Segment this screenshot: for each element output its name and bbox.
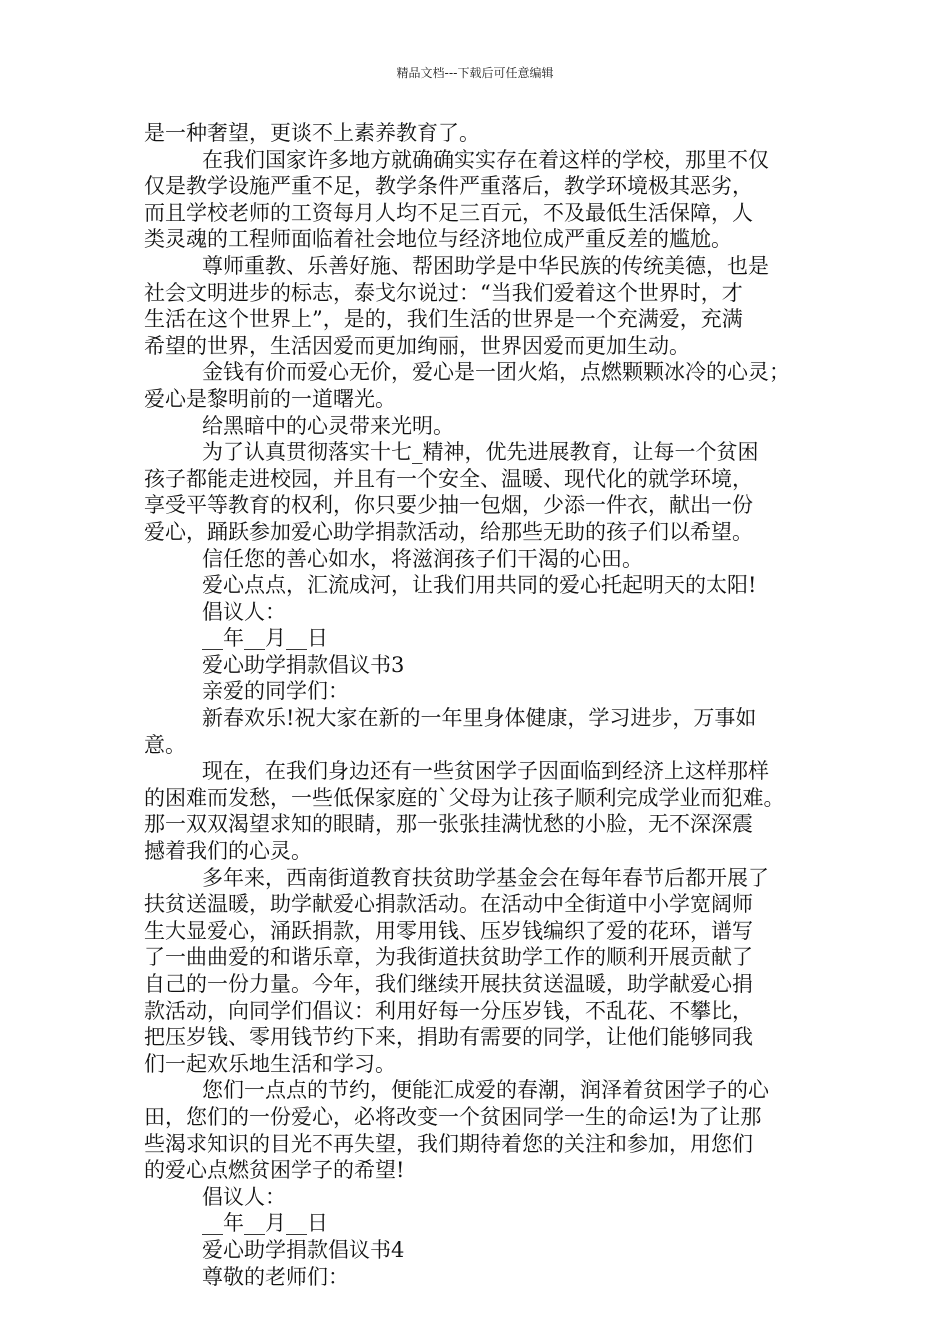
text-line: 尊师重教、乐善好施、帮困助学是中华民族的传统美德，也是 (202, 253, 769, 278)
text-line: 田，您们的一份爱心，必将改变一个贫困同学一生的命运!为了让那 (144, 1104, 762, 1129)
text-line: 亲爱的同学们： (202, 679, 349, 704)
text-line: 是一种奢望，更谈不上素养教育了。 (144, 121, 480, 145)
text-line: 社会文明进步的标志，泰戈尔说过：“当我们爱着这个世界时，才 (144, 280, 743, 305)
text-line: 爱心是黎明前的一道曙光。 (144, 386, 396, 411)
text-line: 意。 (144, 732, 186, 757)
text-line: 把压岁钱、零用钱节约下来，捐助有需要的同学，让他们能够同我 (144, 1025, 753, 1050)
page-header: 精品文档---下载后可任意编辑 (396, 66, 554, 80)
text-line: 享受平等教育的权利，你只要少抽一包烟，少添一件衣，献出一份 (144, 493, 753, 518)
text-line: 撼着我们的心灵。 (144, 839, 312, 864)
text-line: 多年来，西南街道教育扶贫助学基金会在每年春节后都开展了 (202, 865, 769, 890)
text-line: 信任您的善心如水，将滋润孩子们干渴的心田。 (202, 546, 643, 571)
text-line: 生活在这个世界上”，是的，我们生活的世界是一个充满爱，充满 (144, 307, 743, 332)
text-line: 那一双双渴望求知的眼睛，那一张张挂满忧愁的小脸，无不深深震 (144, 812, 753, 837)
text-line: 款活动，向同学们倡议：利用好每一分压岁钱，不乱花、不攀比， (144, 998, 753, 1023)
text-line: 爱心，踊跃参加爱心助学捐款活动，给那些无助的孩子们以希望。 (144, 519, 753, 544)
text-line: 了一曲曲爱的和谐乐章，为我街道扶贫助学工作的顺利开展贡献了 (144, 945, 753, 970)
text-line: 生大显爱心，涌跃捐款，用零用钱、压岁钱编织了爱的花环，谱写 (144, 918, 753, 943)
text-line: 爱心助学捐款倡议书4 (202, 1237, 405, 1262)
text-line: 金钱有价而爱心无价，爱心是一团火焰，点燃颗颗冰冷的心灵； (202, 360, 790, 385)
text-line: 孩子都能走进校园，并且有一个安全、温暖、现代化的就学环境， (144, 466, 753, 491)
text-line: 倡议人： (202, 1184, 286, 1209)
text-line: 仅是教学设施严重不足，教学条件严重落后，教学环境极其恶劣， (144, 174, 753, 199)
text-line: 给黑暗中的心灵带来光明。 (202, 413, 454, 438)
text-line: 类灵魂的工程师面临着社会地位与经济地位成严重反差的尴尬。 (144, 227, 732, 252)
text-line: 您们一点点的节约，便能汇成爱的春潮，润泽着贫困学子的心 (202, 1078, 769, 1103)
text-line: 的爱心点燃贫困学子的希望! (144, 1158, 405, 1183)
text-line: 在我们国家许多地方就确确实实存在着这样的学校，那里不仅 (202, 147, 769, 172)
text-line: 现在，在我们身边还有一些贫困学子因面临到经济上这样那样 (202, 759, 769, 784)
text-line: 的困难而发愁，一些低保家庭的`父母为让孩子顺利完成学业而犯难。 (144, 785, 785, 810)
document-body (144, 120, 814, 1290)
text-line: 些渴求知识的目光不再失望，我们期待着您的关注和参加，用您们 (144, 1131, 753, 1156)
text-line: __年__月__日 (202, 1211, 328, 1236)
text-line: 自己的一份力量。今年，我们继续开展扶贫送温暖，助学献爱心捐 (144, 972, 753, 996)
text-line: 倡议人： (202, 599, 286, 624)
text-line: __年__月__日 (202, 626, 328, 651)
text-line: 扶贫送温暖，助学献爱心捐款活动。在活动中全街道中小学宽阔师 (144, 892, 753, 917)
text-line: 们一起欢乐地生活和学习。 (144, 1051, 396, 1076)
text-line: 新春欢乐!祝大家在新的一年里身体健康，学习进步，万事如 (202, 706, 757, 731)
text-line: 为了认真贯彻落实十七_精神，优先进展教育，让每一个贫困 (202, 440, 759, 465)
text-line: 爱心点点，汇流成河，让我们用共同的爱心托起明天的太阳! (202, 573, 757, 598)
text-line: 爱心助学捐款倡议书3 (202, 652, 405, 677)
text-line: 尊敬的老师们： (202, 1264, 349, 1289)
text-line: 而且学校老师的工资每月人均不足三百元，不及最低生活保障，人 (144, 200, 753, 225)
text-line: 希望的世界，生活因爱而更加绚丽，世界因爱而更加生动。 (144, 333, 690, 358)
